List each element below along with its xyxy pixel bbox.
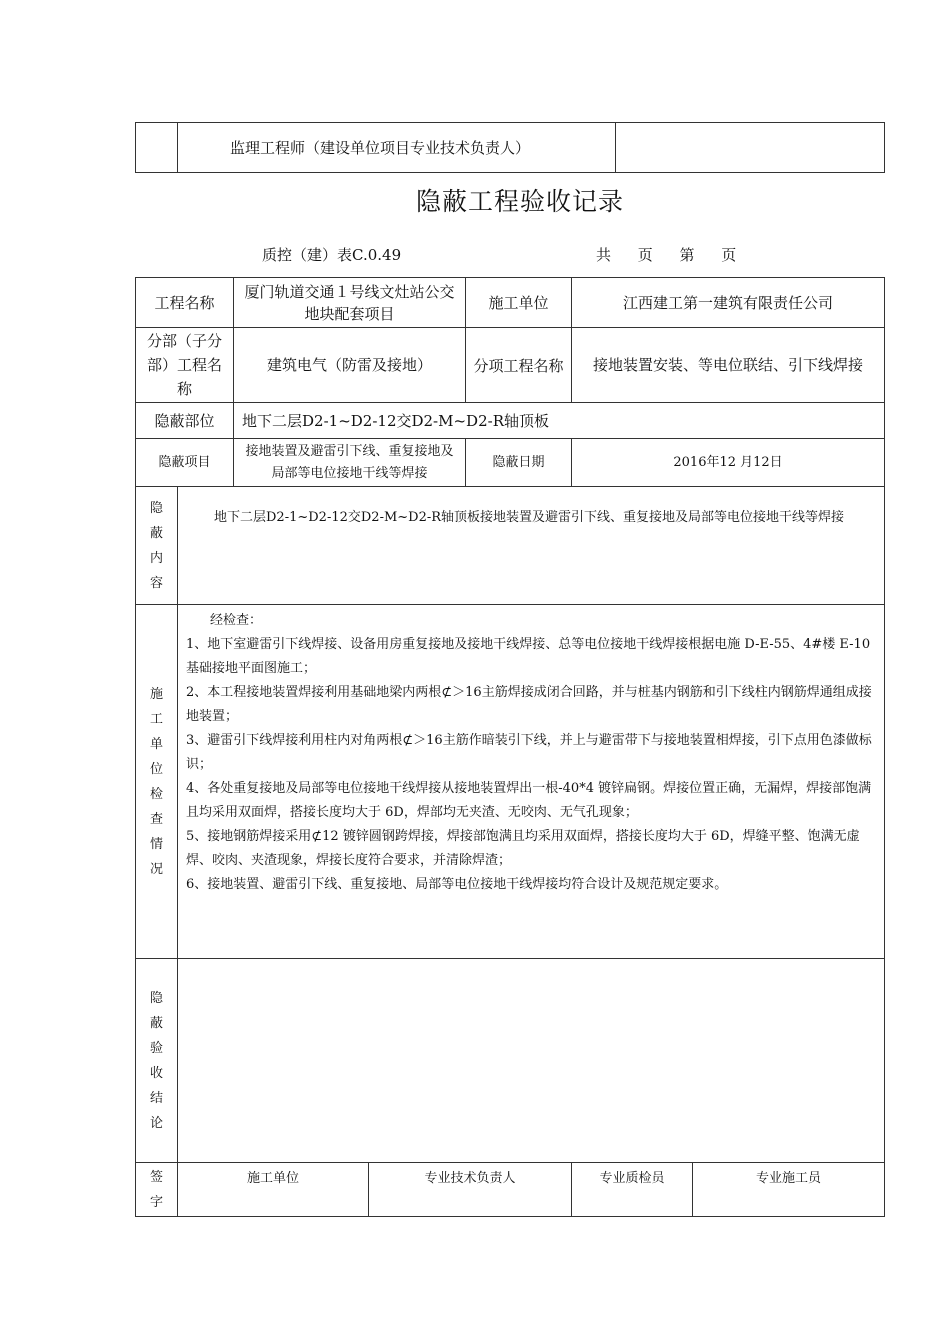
inspection-item: 5、接地钢筋焊接采用⊄12 镀锌圆钢跨焊接，焊接部饱满且均采用双面焊，搭接长度均大于 6D，焊缝平整、饱满无虚焊、咬肉、夹渣现象，焊接长度符合要求，并清除焊渣； [186, 829, 860, 868]
inspection-item: 1、地下室避雷引下线焊接、设备用房重复接地及接地干线焊接、总等电位接地干线焊接根据电施 D-E-55、4#楼 E-10 基础接地平面图施工； [186, 637, 871, 676]
supervisor-table [135, 122, 885, 173]
location-value: 地下二层D2-1~D2-12交D2-M~D2-R轴顶板 [234, 403, 885, 439]
date-value: 2016年12 月12日 [572, 439, 885, 487]
inspection-label: 施工单位检查情况 [136, 605, 178, 959]
inspection-item: 4、各处重复接地及局部等电位接地干线焊接从接地装置焊出一根-40*4 镀锌扁钢。焊接位置正确，无漏焊，焊接部饱满且均采用双面焊，搭接长度均大于 6D，焊部均无夹渣、无咬肉、无气孔现象； [186, 781, 872, 820]
project-name-label: 工程名称 [136, 278, 234, 328]
project-name-value: 厦门轨道交通１号线文灶站公交地块配套项目 [234, 278, 466, 328]
signature-label: 签字 [136, 1163, 178, 1217]
division-label: 分部（子分部）工程名称 [136, 328, 234, 403]
record-table [135, 277, 885, 1217]
conclusion-label: 隐蔽验收结论 [136, 959, 178, 1163]
supervisor-signature-cell [616, 123, 885, 173]
conclusion-text [178, 959, 885, 1163]
inspection-text [178, 605, 885, 959]
item-value: 接地装置及避雷引下线、重复接地及局部等电位接地干线等焊接 [234, 439, 466, 487]
signature-site-engineer: 专业施工员 [693, 1163, 885, 1217]
inspection-item: 3、避雷引下线焊接利用柱内对角两根⊄＞16主筋作暗装引下线，并上与避雷带下与接地装置相焊接，引下点用色漆做标识； [186, 733, 872, 772]
subitem-value: 接地装置安装、等电位联结、引下线焊接 [572, 328, 885, 403]
subitem-label: 分项工程名称 [466, 328, 572, 403]
inspection-item: 6、接地装置、避雷引下线、重复接地、局部等电位接地干线焊接均符合设计及规范规定要求。 [186, 877, 728, 892]
signature-contractor: 施工单位 [178, 1163, 369, 1217]
item-label: 隐蔽项目 [136, 439, 234, 487]
supervisor-blank-cell [136, 123, 178, 173]
date-label: 隐蔽日期 [466, 439, 572, 487]
document-title: 隐蔽工程验收记录 [415, 187, 624, 216]
location-label: 隐蔽部位 [136, 403, 234, 439]
supervisor-label: 监理工程师（建设单位项目专业技术负责人） [178, 123, 616, 173]
contractor-label: 施工单位 [466, 278, 572, 328]
page-count: 共 页 第 页 [596, 246, 737, 264]
inspection-item: 2、本工程接地装置焊接利用基础地梁内两根⊄＞16主筋焊接成闭合回路，并与桩基内钢筋和引下线柱内钢筋焊通组成接地装置； [186, 685, 872, 724]
inspection-intro: 经检查： [210, 613, 263, 628]
form-code: 质控（建）表C.0.49 [262, 246, 402, 264]
signature-tech-lead: 专业技术负责人 [369, 1163, 572, 1217]
content-text: 地下二层D2-1~D2-12交D2-M~D2-R轴顶板接地装置及避雷引下线、重复接地及局部等电位接地干线等焊接 [178, 487, 885, 605]
division-value: 建筑电气（防雷及接地） [234, 328, 466, 403]
contractor-value: 江西建工第一建筑有限责任公司 [572, 278, 885, 328]
content-label: 隐蔽内容 [136, 487, 178, 605]
signature-qc-inspector: 专业质检员 [572, 1163, 693, 1217]
